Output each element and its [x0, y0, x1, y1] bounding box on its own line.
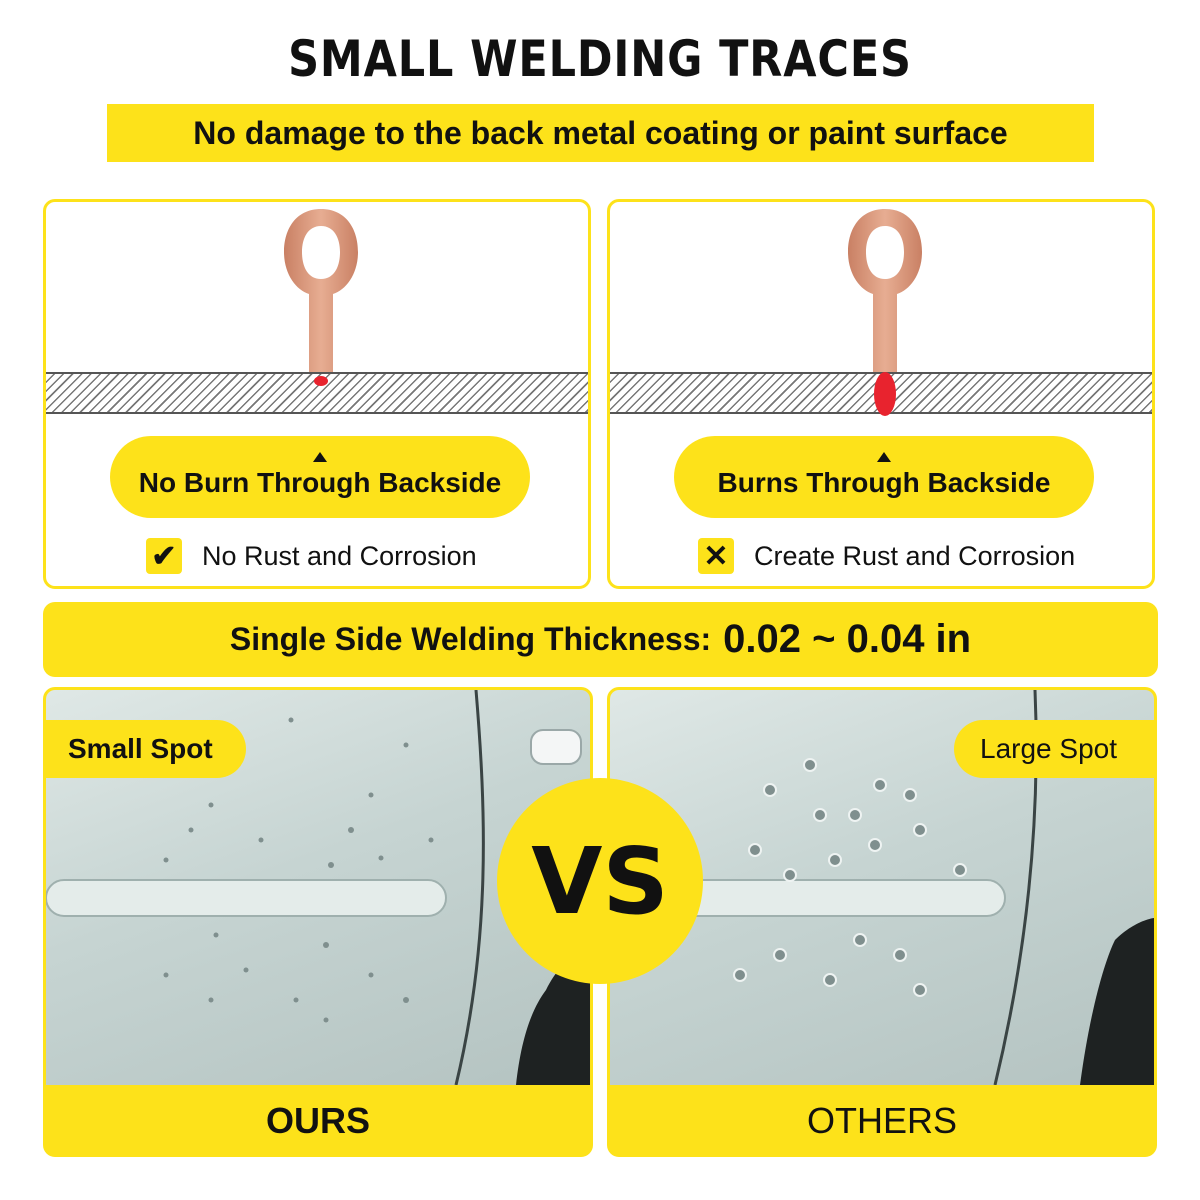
- ours-label: OURS: [265, 1100, 370, 1141]
- benefit-row: [146, 534, 477, 578]
- vs-badge: VS: [497, 778, 703, 984]
- stud-washer-icon: [276, 204, 366, 394]
- no-burn-through-pill: [110, 436, 530, 518]
- weld-spot-small: [311, 374, 331, 392]
- page-title: SMALL WELDING TRACES: [288, 30, 912, 88]
- thickness-value: 0.02 ~ 0.04 in: [723, 617, 972, 661]
- weld-spot-large: [870, 370, 900, 418]
- tag-text: Large Spot: [980, 733, 1117, 764]
- pointer-triangle-icon: [313, 452, 327, 462]
- pill-label: No Burn Through Backside: [138, 467, 502, 498]
- pill-label: Burns Through Backside: [717, 467, 1051, 498]
- drawback-row: [698, 534, 1075, 578]
- benefit-text: No Rust and Corrosion: [202, 540, 477, 571]
- checkmark-icon: ✔: [146, 538, 182, 574]
- pointer-triangle-icon: [877, 452, 891, 462]
- stud-washer-icon: [840, 204, 930, 394]
- subtitle-banner: [107, 104, 1094, 162]
- burns-through-pill: [674, 436, 1094, 518]
- thickness-banner: [43, 602, 1158, 677]
- large-spot-tag: [954, 720, 1154, 778]
- thickness-label: Single Side Welding Thickness:: [229, 621, 712, 657]
- tag-text: Small Spot: [68, 733, 213, 764]
- panel-burns-through: [607, 199, 1155, 589]
- subtitle-text: No damage to the back metal coating or paint surface: [193, 114, 1008, 151]
- small-spot-tag: [46, 720, 246, 778]
- others-label: OTHERS: [806, 1100, 957, 1141]
- drawback-text: Create Rust and Corrosion: [754, 540, 1076, 571]
- panel-no-burn-through: [43, 199, 591, 589]
- x-mark-icon: ✕: [698, 538, 734, 574]
